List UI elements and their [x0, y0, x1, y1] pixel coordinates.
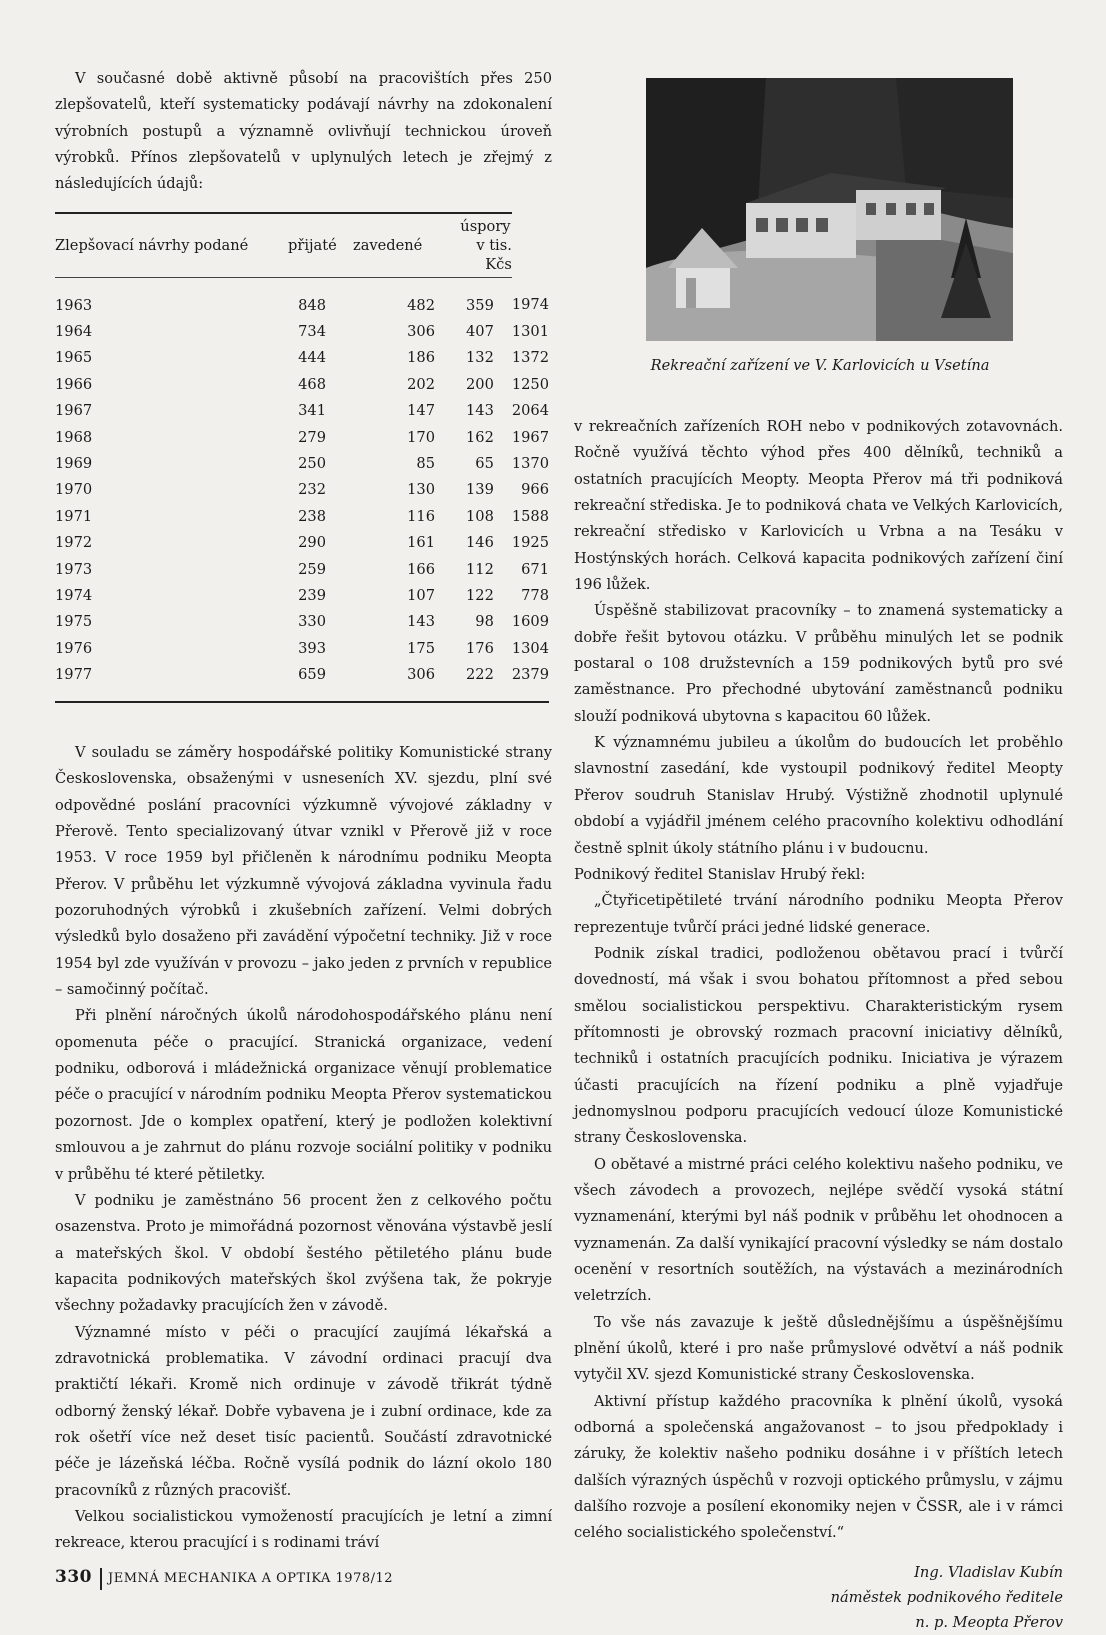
cell-uspory: 966 — [521, 481, 549, 499]
cell-prijate: 161 — [407, 534, 435, 552]
right-column — [574, 414, 1063, 1635]
cell-podane: 239 — [298, 586, 326, 604]
cell-prijate: 143 — [407, 613, 435, 631]
photo-illustration — [646, 78, 1013, 341]
intro-paragraph: V současné době aktivně působí na pracovištích přes 250 zlepšovatelů, kteří systematicky podávají návrhy na zdokonalení výrobních postupů a významně ovlivňují technickou úroveň výrobků. Přínos zlepšovatelů v uplynulých letech je zřejmý z následujících údajů: — [55, 70, 552, 193]
cell-podane: 259 — [298, 560, 326, 578]
cell-prijate: 130 — [407, 481, 435, 499]
cell-year: 1964 — [55, 323, 93, 341]
paragraph-zotavovny: v rekreačních zařízeních ROH nebo v podnikových zotavovnách. Ročně využívá těchto výhod přes 400 dělníků, techniků a ostatních pracujících Meopty. Meopta Přerov má tři podniková rekreační střediska. Je to podniková chata ve Velkých Karlovicích, rekreační středisko v Karlovicích u Vrbna a na Tesáku v Hostýnských horách. Celková kapacita podnikových zařízení činí 196 lůžek. — [574, 418, 1063, 594]
cell-uspory: 1304 — [511, 639, 549, 657]
signature-role: náměstek podnikového ředitele — [830, 1588, 1063, 1606]
cell-podane: 232 — [298, 481, 326, 499]
cell-year: 1970 — [55, 481, 93, 499]
cell-uspory: 1588 — [511, 507, 549, 525]
header-uspory — [453, 213, 512, 278]
cell-zavedene: 65 — [475, 455, 494, 473]
cell-zavedene: 122 — [466, 586, 494, 604]
cell-podane: 250 — [298, 455, 326, 473]
cell-year: 1975 — [55, 613, 93, 631]
table-row — [55, 635, 549, 661]
cell-podane: 468 — [298, 375, 326, 393]
paragraph-rekreace: Velkou socialistickou vymožeností pracujících je letní a zimní rekreace, kterou pracující i s rodinami tráví — [55, 1507, 552, 1552]
cell-year: 1966 — [55, 375, 93, 393]
cell-prijate: 166 — [407, 560, 435, 578]
cell-uspory: 778 — [521, 586, 549, 604]
table-row — [55, 609, 549, 635]
header-uspory-unit: v tis. Kčs — [476, 237, 512, 273]
cell-podane: 393 — [298, 639, 326, 657]
cell-uspory: 1301 — [511, 323, 549, 341]
cell-podane: 290 — [298, 534, 326, 552]
cell-year: 1971 — [55, 507, 93, 525]
cell-year: 1969 — [55, 455, 93, 473]
cell-zavedene: 359 — [466, 296, 494, 314]
cell-prijate: 306 — [407, 666, 435, 684]
paragraph-zdravotnictvi: Významné místo v péči o pracující zaujímá lékařská a zdravotnická problematika. V závodní ordinaci pracují dva praktičtí lékaři. Kromě nich ordinuje v závodě třikrát týdně odborný ženský lékař. Dobře vybavena je i zubní ordinace, kde za rok ošetří více než deset tisíc pacientů. Součástí zdravotnické péče je lázeňská léčba. Ročně vysílá podnik do lázní okolo 180 pracovníků z různých pracovišť. — [55, 1323, 552, 1499]
cell-prijate: 147 — [407, 402, 435, 420]
cell-uspory: 2064 — [511, 402, 549, 420]
quote-tradice: Podnik získal tradici, podloženou obětavou prací i tvůrčí dovedností, má však i svou bohatou přítomnost a před sebou smělou socialistickou perspektivu. Charakteristickým rysem přítomnosti je obrovský rozmach pracovní iniciativy dělníků, techniků i ostatních pracujících podniku. Iniciativa je výrazem účasti pracujících na řízení podniku a plně vyjadřuje jednomyslnou podporu pracujících vedoucí úloze Komunistické strany Československa. — [574, 944, 1063, 1147]
page-number: 330 — [55, 1567, 92, 1587]
journal-title: JEMNÁ MECHANIKA A OPTIKA 1978/12 — [108, 1571, 394, 1586]
table-row — [55, 582, 549, 608]
cell-year: 1965 — [55, 349, 93, 367]
table-header-row — [55, 213, 549, 278]
table-row — [55, 450, 549, 476]
cell-uspory: 1372 — [511, 349, 549, 367]
cell-year: 1963 — [55, 296, 93, 314]
signature-org: n. p. Meopta Přerov — [915, 1613, 1063, 1631]
table-row — [55, 661, 549, 701]
cell-prijate: 202 — [407, 375, 435, 393]
table-row — [55, 398, 549, 424]
table-row — [55, 371, 549, 397]
quote-pristup: Aktivní přístup každého pracovníka k plnění úkolů, vysoká odborná a společenská angažovanost – to jsou předpoklady i záruky, že kolektiv našeho podniku dosáhne i v příštích letech dalších výrazných úspěchů v rozvoji optického průmyslu, v zájmu dalšího rozvoje a posílení ekonomiky nejen v ČSSR, ale i v rámci celého socialistického společenství.“ — [574, 1392, 1063, 1542]
cell-zavedene: 108 — [466, 507, 494, 525]
cell-prijate: 175 — [407, 639, 435, 657]
footer-separator — [100, 1568, 102, 1590]
cell-zavedene: 407 — [466, 323, 494, 341]
cell-zavedene: 139 — [466, 481, 494, 499]
left-column — [55, 66, 552, 198]
quote-vyznamenani: O obětavé a mistrné práci celého kolektivu našeho podniku, ve všech závodech a provozech, nejlépe svědčí vysoká státní vyznamenání, kterými byl náš podnik v průběhu let ohodnocen a vyznamenán. Za další vynikající pracovní výsledky se nám dostalo ocenění v resortních soutěžích, na výstavách a mezinárodních veletrzích. — [574, 1155, 1063, 1305]
cell-prijate: 170 — [407, 428, 435, 446]
cell-uspory: 1250 — [511, 375, 549, 393]
cell-zavedene: 176 — [466, 639, 494, 657]
cell-zavedene: 146 — [466, 534, 494, 552]
cell-zavedene: 132 — [466, 349, 494, 367]
cell-zavedene: 112 — [466, 560, 494, 578]
cell-year: 1972 — [55, 534, 93, 552]
table-row — [55, 345, 549, 371]
improvement-proposals-table — [55, 212, 549, 703]
paragraph-reditel: Podnikový ředitel Stanislav Hrubý řekl: — [574, 865, 866, 883]
cell-uspory: 1974 — [511, 296, 549, 314]
header-prijate: přijaté — [288, 213, 344, 278]
photo-caption: Rekreační zařízení ve V. Karlovicích u Vsetína — [650, 357, 990, 374]
cell-podane: 734 — [298, 323, 326, 341]
cell-year: 1973 — [55, 560, 93, 578]
cell-podane: 330 — [298, 613, 326, 631]
table-row — [55, 318, 549, 344]
header-uspory-label: úspory — [460, 218, 511, 235]
table-row — [55, 556, 549, 582]
table-row — [55, 424, 549, 450]
cell-prijate: 482 — [407, 296, 435, 314]
cell-zavedene: 222 — [466, 666, 494, 684]
cell-prijate: 85 — [416, 455, 435, 473]
cell-podane: 848 — [298, 296, 326, 314]
cell-zavedene: 200 — [466, 375, 494, 393]
paragraph-byty: Úspěšně stabilizovat pracovníky – to znamená systematicky a dobře řešit bytovou otázku. V průběhu minulých let se podnik postaral o 108 družstevních a 159 podnikových bytů pro své zaměstnance. Pro přechodné ubytování zaměstnanců podniku slouží podniková ubytovna s kapacitou 60 lůžek. — [574, 602, 1063, 725]
cell-year: 1967 — [55, 402, 93, 420]
paragraph-zeny: V podniku je zaměstnáno 56 procent žen z celkového počtu osazenstva. Proto je mimořádná pozornost věnována výstavbě jeslí a mateřských škol. V období šestého pětiletého plánu bude kapacita podnikových mateřských škol zvýšena tak, že pokryje všechny požadavky pracujících žen v závodě. — [55, 1191, 552, 1315]
cell-prijate: 186 — [407, 349, 435, 367]
table-row — [55, 278, 549, 319]
cell-prijate: 306 — [407, 323, 435, 341]
photo-recreation-facility — [646, 78, 1013, 341]
quote-zavazek: To vše nás zavazuje k ještě důslednějšímu a úspěšnějšímu plnění úkolů, které i pro naše průmyslové odvětví a náš podnik vytyčil XV. sjezd Komunistické strany Československa. — [574, 1313, 1063, 1384]
cell-podane: 341 — [298, 402, 326, 420]
cell-podane: 279 — [298, 428, 326, 446]
cell-uspory: 1967 — [511, 428, 549, 446]
paragraph-jubileum: K významnému jubileu a úkolům do budoucích let proběhlo slavnostní zasedání, kde vystoupil podnikový ředitel Meopty Přerov soudruh Stanislav Hrubý. Výstižně zhodnotil uplynulé období a vyjádřil jménem celého pracovního kolektivu odhodlání čestně splnit úkoly státního plánu i v budoucnu. — [574, 734, 1063, 857]
cell-prijate: 107 — [407, 586, 435, 604]
table-body — [55, 278, 549, 702]
signature-block — [574, 1560, 1063, 1635]
paragraph-pece: Při plnění náročných úkolů národohospodářského plánu není opomenuta péče o pracující. Stranická organizace, vedení podniku, odborová i mládežnická organizace věnují problematice péče o pracující v národním podniku Meopta Přerov systematickou pozornost. Jde o komplex opatření, který je podložen kolektivní smlouvou a je zahrnut do plánu rozvoje sociální politiky v podniku v průběhu té které pětiletky. — [55, 1007, 552, 1183]
cell-zavedene: 98 — [475, 613, 494, 631]
cell-uspory: 1925 — [511, 534, 549, 552]
left-column-body — [55, 740, 552, 1557]
cell-zavedene: 162 — [466, 428, 494, 446]
cell-zavedene: 143 — [466, 402, 494, 420]
cell-year: 1976 — [55, 639, 93, 657]
cell-uspory: 2379 — [511, 666, 549, 684]
paragraph-vyzkum: V souladu se záměry hospodářské politiky Komunistické strany Československa, obsaženými v usneseních XV. sjezdu, plní své odpovědné poslání pracovníci výzkumně vývojové základny v Přerově. Tento specializovaný útvar vznikl v Přerově již v roce 1953. V roce 1959 byl přičleněn k národnímu podniku Meopta Přerov. V průběhu let výzkumně vývojová základna vyvinula řadu pozoruhodných výrobků i zkušebních zařízení. Velmi dobrých výsledků bylo dosaženo při zavádění výpočetní techniky. Již v roce 1954 byl zde využíván v provozu – jako jeden z prvních v republice – samočinný počítač. — [55, 744, 552, 999]
header-zavedene: zavedené — [344, 213, 453, 278]
table-row — [55, 530, 549, 556]
cell-podane: 444 — [298, 349, 326, 367]
cell-podane: 238 — [298, 507, 326, 525]
cell-year: 1968 — [55, 428, 93, 446]
cell-prijate: 116 — [407, 507, 435, 525]
header-zlepsovaci-navrhy: Zlepšovací návrhy podané — [55, 213, 288, 278]
page-footer — [55, 1567, 393, 1590]
signature-name: Ing. Vladislav Kubín — [914, 1563, 1063, 1581]
cell-year: 1974 — [55, 586, 93, 604]
cell-uspory: 1609 — [511, 613, 549, 631]
cell-uspory: 1370 — [511, 455, 549, 473]
cell-uspory: 671 — [521, 560, 549, 578]
table-row — [55, 477, 549, 503]
cell-podane: 659 — [298, 666, 326, 684]
quote-intro: „Čtyřicetipětileté trvání národního podniku Meopta Přerov reprezentuje tvůrčí práci jedné lidské generace. — [574, 892, 1063, 936]
cell-year: 1977 — [55, 666, 93, 684]
table-row — [55, 503, 549, 529]
